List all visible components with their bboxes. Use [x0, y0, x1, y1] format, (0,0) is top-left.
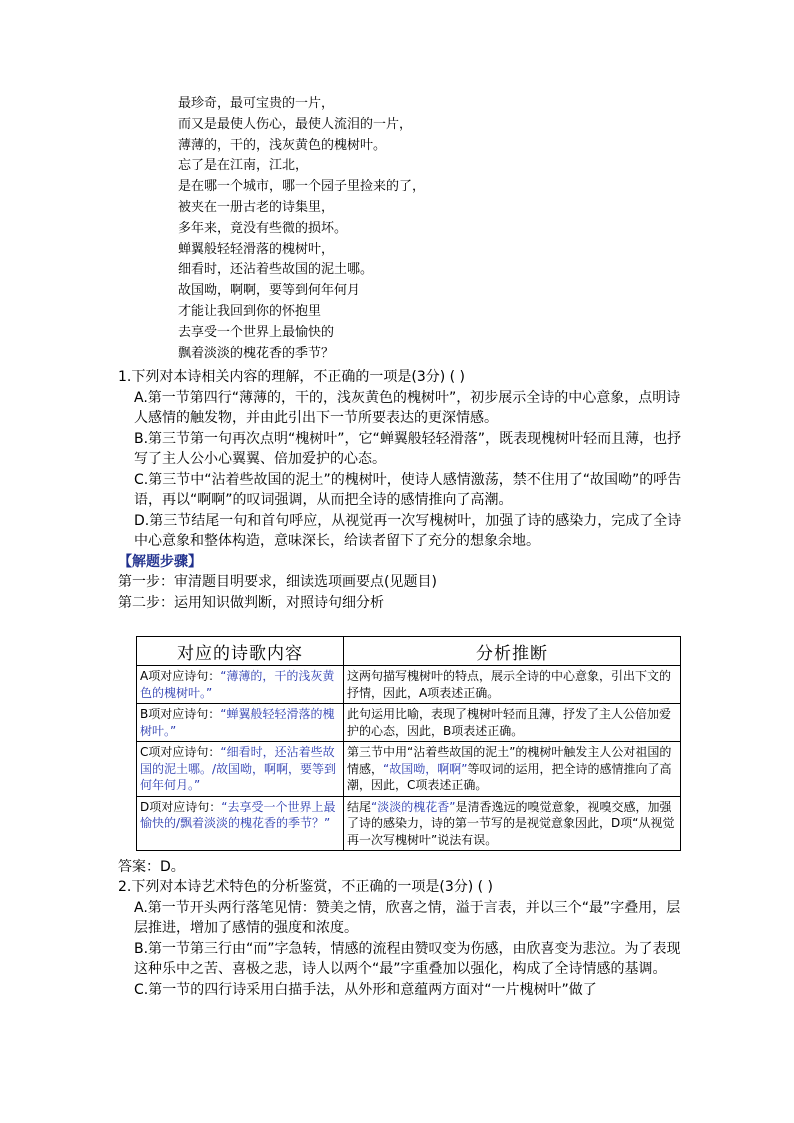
poem-line: 去享受一个世界上最愉快的	[178, 324, 335, 340]
table-cell-analysis	[344, 796, 681, 851]
poem-line: 是在哪一个城市，哪一个园子里捡来的了，	[178, 179, 426, 195]
table-header-poem: 对应的诗歌内容	[137, 637, 344, 666]
poem-line: 被夹在一册古老的诗集里，	[178, 199, 335, 215]
analysis-text: 结尾	[347, 799, 372, 814]
table-row	[137, 796, 681, 851]
poem	[178, 94, 658, 364]
solution-steps-heading: 【解题步骤】	[118, 553, 202, 570]
row-prefix: D项对应诗句：	[140, 799, 222, 814]
poem-line: 多年来，竟没有些微的损坏。	[178, 220, 348, 236]
question-1-title: 1.下列对本诗相关内容的理解，不正确的一项是(3分) ( )	[118, 369, 466, 385]
row-quote: “薄薄的，干的浅灰黄色的槐树叶。”	[140, 669, 335, 700]
question-2-option-b: B.第一节第三行由“而”字急转，情感的流程由赞叹变为伤感，由欣喜变为悲泣。为了表现这种乐中之苦、喜极之悲，诗人以两个“最”字重叠加以强化，构成了全诗情感的基调。	[134, 940, 681, 977]
table-header-row	[137, 637, 681, 666]
question-1-option-a: A.第一节第四行“薄薄的，干的，浅灰黄色的槐树叶”，初步展示全诗的中心意象，点明诗人感情的触发物，并由此引出下一节所要表达的更深情感。	[134, 389, 681, 426]
table-row	[137, 666, 681, 704]
table-cell-analysis: 此句运用比喻，表现了槐树叶轻而且薄，抒发了主人公倍加爱护的心态，因此，B项表述正确。	[344, 704, 681, 742]
analysis-text: 等叹词的运用，把全诗的感情推向了高潮，因此，C项表述正确。	[347, 761, 672, 792]
poem-line: 薄薄的，干的，浅灰黄色的槐树叶。	[178, 137, 387, 153]
table-cell-poem	[137, 704, 344, 742]
analysis-quote: “淡淡的槐花香”	[371, 799, 456, 814]
table-cell-poem	[137, 666, 344, 704]
poem-line: 忘了是在江南，江北，	[178, 158, 309, 174]
table-row	[137, 742, 681, 797]
analysis-table	[136, 636, 681, 851]
poem-line: 故国呦，啊啊，要等到何年何月	[178, 283, 361, 299]
step-2: 第二步：运用知识做判断，对照诗句细分析	[118, 594, 384, 611]
poem-line: 而又是最使人伤心，最使人流泪的一片，	[178, 116, 413, 132]
row-quote: “去享受一个世界上最愉快的/飘着淡淡的槐花香的季节？”	[140, 799, 336, 830]
row-quote: “细看时，还沾着些故国的泥土哪。/故国呦，啊啊，要等到何年何月。”	[140, 745, 337, 792]
question-1	[118, 367, 688, 613]
row-quote: “蝉翼般轻轻滑落的槐树叶。”	[140, 707, 335, 738]
poem-line: 最珍奇，最可宝贵的一片，	[178, 96, 335, 111]
poem-line: 细看时，还沾着些故国的泥土哪。	[178, 262, 374, 278]
question-2-option-c: C.第一节的四行诗采用白描手法，从外形和意蕴两方面对“一片槐树叶”做了	[134, 981, 597, 998]
poem-line: 蝉翼般轻轻滑落的槐树叶，	[178, 241, 335, 257]
row-prefix: A项对应诗句：	[140, 669, 221, 683]
question-2-option-a: A.第一节开头两行落笔见情：赞美之情，欣喜之情，溢于言表，并以三个“最”字叠用，层层推进，增加了感情的强度和浓度。	[134, 899, 681, 936]
poem-line: 才能让我回到你的怀抱里	[178, 303, 322, 319]
table-cell-poem	[137, 796, 344, 851]
analysis-text: 第三节中用“沾着些故国的泥土”的槐树叶触发主人公对祖国的情感，	[347, 745, 672, 776]
table-cell-analysis	[344, 742, 681, 797]
poem-line: 飘着淡淡的槐花香的季节？	[178, 345, 335, 361]
row-prefix: B项对应诗句：	[140, 707, 221, 721]
analysis-quote: “故国呦，啊啊”	[383, 761, 468, 776]
table-cell-analysis: 这两句描写槐树叶的特点，展示全诗的中心意象，引出下文的抒情，因此，A项表述正确。	[344, 666, 681, 704]
question-1-option-d: D.第三节结尾一句和首句呼应，从视觉再一次写槐树叶，加强了诗的感染力，完成了全诗中心意象和整体构造，意味深长，给读者留下了充分的想象余地。	[134, 512, 682, 549]
step-1: 第一步：审清题目明要求，细读选项画要点(见题目)	[118, 574, 437, 590]
question-2-title: 2.下列对本诗艺术特色的分析鉴赏，不正确的一项是(3分) ( )	[118, 879, 494, 895]
row-prefix: C项对应诗句：	[140, 745, 221, 759]
table-header-analysis: 分析推断	[344, 637, 681, 666]
answer-line: 答案：D。	[118, 859, 185, 875]
question-2	[118, 877, 688, 1000]
analysis-text: 是清香逸远的嗅觉意象，视嗅交感，加强了诗的感染力，诗的第一节写的是视觉意象因此，D项“从视觉再一次写槐树叶”说法有误。	[347, 799, 675, 847]
question-1-option-b: B.第三节第一句再次点明“槐树叶”，它“蝉翼般轻轻滑落”，既表现槐树叶轻而且薄，也抒写了主人公小心翼翼、倍加爱护的心态。	[134, 430, 682, 467]
table-cell-poem	[137, 742, 344, 797]
table-row	[137, 704, 681, 742]
question-1-option-c: C.第三节中“沾着些故国的泥土”的槐树叶，使诗人感情激荡，禁不住用了“故国呦”的呼告语，再以“啊啊”的叹词强调，从而把全诗的感情推向了高潮。	[134, 471, 682, 508]
